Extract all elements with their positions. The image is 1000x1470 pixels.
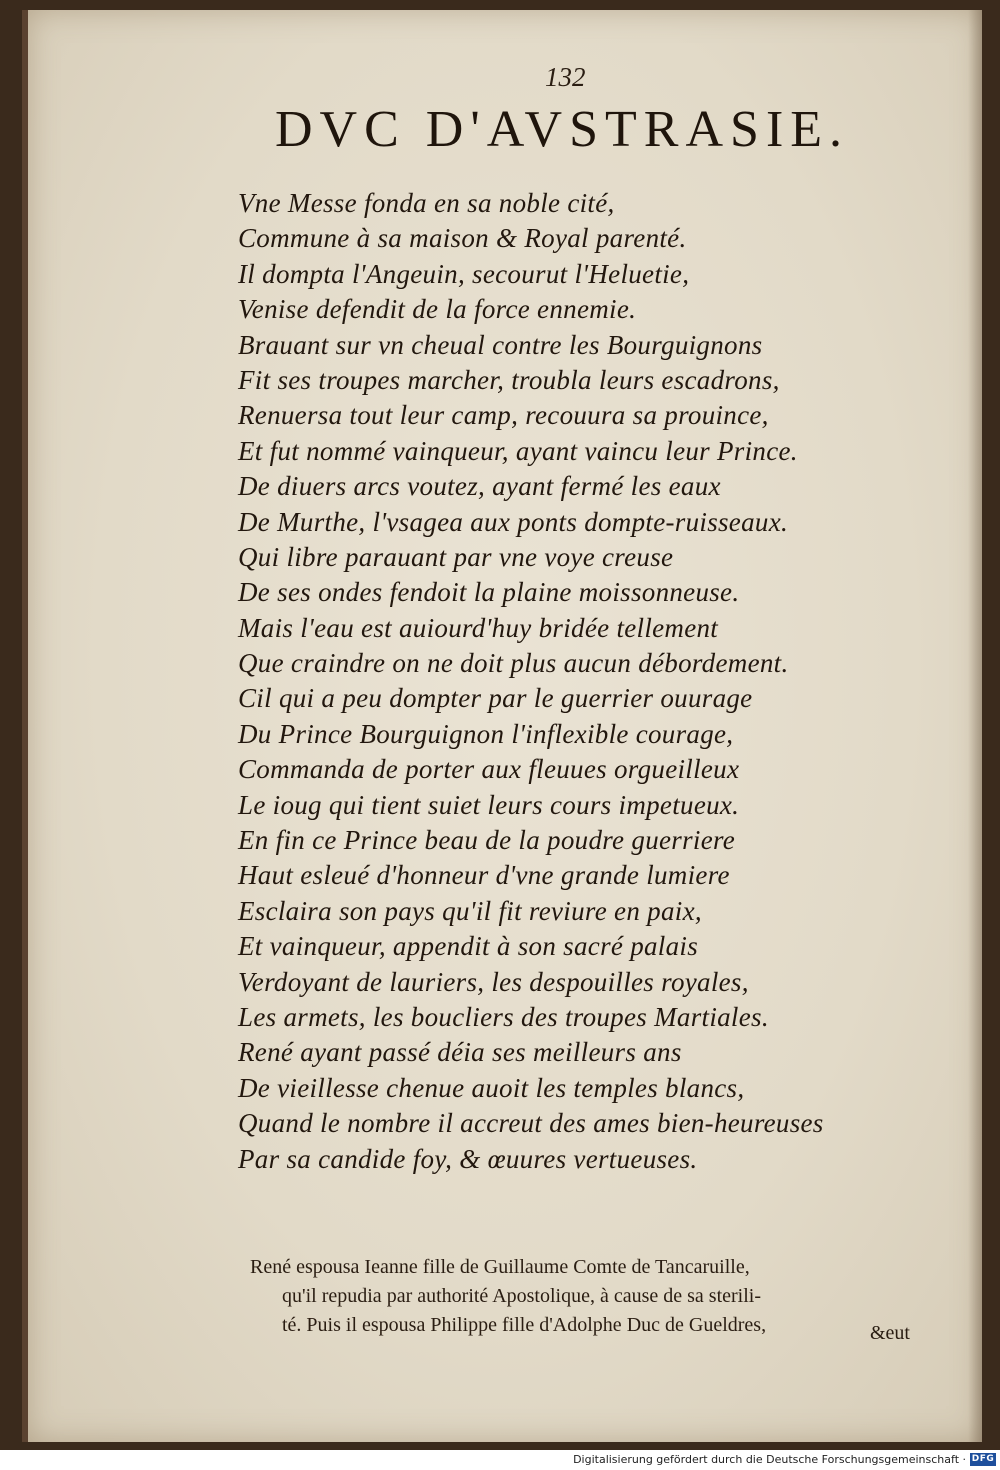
verse-line: De Murthe, l'vsagea aux ponts dompte-ruisseaux. (238, 506, 789, 537)
verse-line: Vne Messe fonda en sa noble cité, (238, 188, 615, 218)
page-number: 132 (545, 62, 586, 92)
dfg-logo-icon: DFG (971, 1454, 995, 1464)
footer-bar (0, 1450, 1000, 1470)
verse-line: Cil qui a peu dompter par le guerrier ouurage (238, 683, 753, 714)
note-line: René espousa Ieanne fille de Guillaume Comte de Tancaruille, (250, 1256, 750, 1278)
verse-line: Et vainqueur, appendit à son sacré palais (238, 931, 699, 962)
verse-line: Venise defendit de la force ennemie. (238, 294, 637, 325)
verse-line: De vieillesse chenue auoit les temples blancs, (238, 1072, 745, 1103)
verse-line: Esclaira son pays qu'il fit reviure en paix, (238, 895, 702, 926)
note-line: qu'il repudia par authorité Apostolique, à cause de sa sterili- (282, 1285, 762, 1307)
verse-block (238, 186, 824, 1177)
page-edge-shadow (968, 10, 982, 1442)
verse-line: Par sa candide foy, & œuures vertueuses. (238, 1143, 698, 1174)
verse-line: De ses ondes fendoit la plaine moissonneuse. (238, 577, 740, 608)
verse-line: Commune à sa maison & Royal parenté. (238, 223, 687, 254)
verse-line: René ayant passé déia ses meilleurs ans (238, 1037, 682, 1068)
marginal-note (250, 1253, 890, 1340)
verse-line: Brauant sur vn cheual contre les Bourguignons (238, 329, 763, 360)
verse-line: Le ioug qui tient suiet leurs cours impetueux. (238, 789, 740, 820)
verse-line: Il dompta l'Angeuin, secourut l'Heluetie, (238, 258, 690, 289)
verse-line: Qui libre parauant par vne voye creuse (238, 541, 674, 572)
verse-line: Que craindre on ne doit plus aucun débordement. (238, 648, 789, 679)
verse-line: Du Prince Bourguignon l'inflexible courage, (238, 718, 734, 749)
verse-line: Quand le nombre il accreut des ames bien-heureuses (238, 1108, 824, 1139)
verse-line: Et fut nommé vainqueur, ayant vaincu leur Prince. (238, 435, 798, 466)
verse-line: Renuersa tout leur camp, recouura sa prouince, (238, 400, 769, 431)
running-head: DVC D'AVSTRASIE. (275, 101, 850, 158)
funding-credit: Digitalisierung gefördert durch die Deutsche Forschungsgemeinschaft · (573, 1453, 966, 1466)
verse-line: Les armets, les boucliers des troupes Martiales. (238, 1001, 769, 1032)
verse-line: Mais l'eau est auiourd'huy bridée tellement (238, 612, 719, 643)
note-line: té. Puis il espousa Philippe fille d'Adolphe Duc de Gueldres, (282, 1314, 767, 1336)
catchword: &eut (870, 1322, 910, 1344)
verse-line: Commanda de porter aux fleuues orgueilleux (238, 754, 740, 785)
verse-line: De diuers arcs voutez, ayant fermé les eaux (238, 471, 721, 502)
verse-line: Verdoyant de lauriers, les despouilles royales, (238, 966, 749, 997)
verse-line: Fit ses troupes marcher, troubla leurs escadrons, (238, 364, 780, 395)
verse-line: En fin ce Prince beau de la poudre guerriere (238, 825, 736, 856)
verse-line: Haut esleué d'honneur d'vne grande lumiere (238, 860, 730, 891)
